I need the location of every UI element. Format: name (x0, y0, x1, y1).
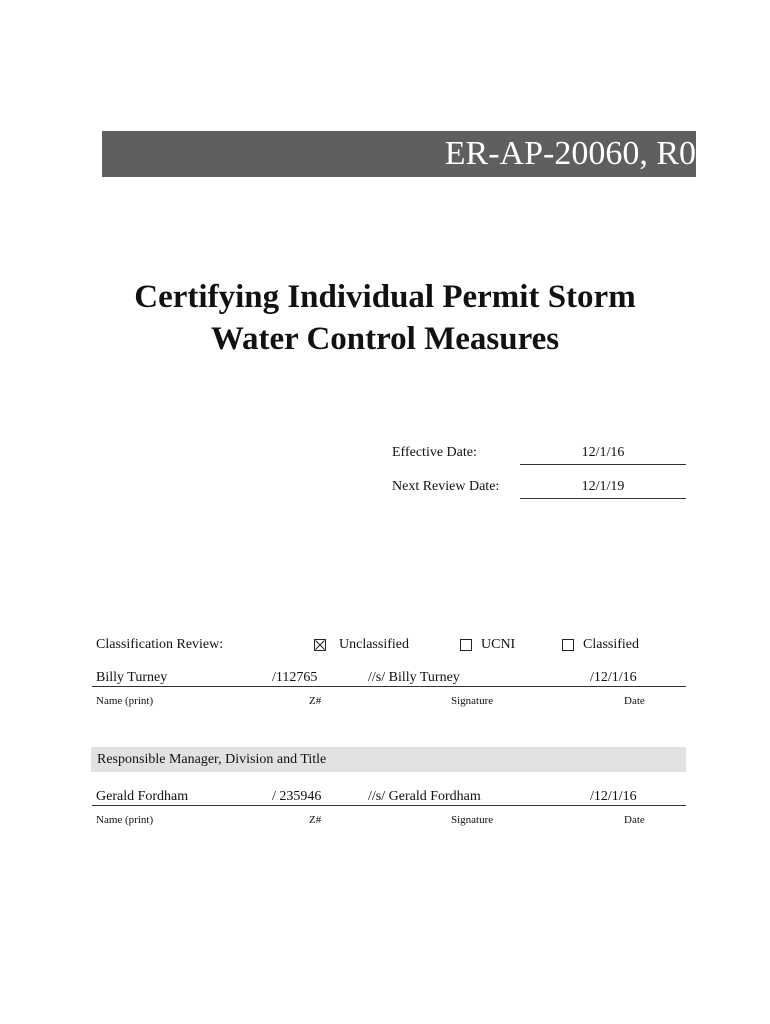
manager-date: /12/1/16 (590, 789, 637, 804)
manager-signature-line (92, 805, 686, 806)
ucni-checkbox[interactable] (460, 639, 472, 651)
classified-label: Classified (583, 637, 639, 652)
caption-date: Date (624, 695, 645, 707)
next-review-date-label: Next Review Date: (392, 479, 500, 494)
reviewer-signature-line (92, 686, 686, 687)
caption-date-2: Date (624, 814, 645, 826)
effective-date-value: 12/1/16 (520, 445, 686, 465)
caption-signature-2: Signature (451, 814, 494, 826)
caption-z-2: Z# (309, 814, 322, 826)
document-number-banner (102, 131, 696, 177)
caption-name: Name (print) (96, 695, 154, 707)
reviewer-z-number: /112765 (272, 670, 318, 685)
document-title (80, 276, 690, 360)
ucni-label: UCNI (481, 637, 516, 652)
reviewer-name: Billy Turney (96, 670, 168, 685)
document-number: ER-AP-20060, R0 (444, 135, 696, 172)
responsible-manager-heading-band (91, 747, 686, 772)
checkmark-x-icon (315, 640, 325, 650)
reviewer-date: /12/1/16 (590, 670, 637, 685)
caption-z: Z# (309, 695, 322, 707)
unclassified-checkbox[interactable] (314, 639, 326, 651)
next-review-date-value: 12/1/19 (520, 479, 686, 499)
responsible-manager-heading: Responsible Manager, Division and Title (97, 752, 327, 767)
reviewer-signature: //s/ Billy Turney (368, 670, 460, 685)
unclassified-label: Unclassified (339, 637, 409, 652)
caption-signature: Signature (451, 695, 494, 707)
manager-signature: //s/ Gerald Fordham (368, 789, 481, 804)
title-line-2: Water Control Measures (210, 321, 560, 357)
effective-date-label: Effective Date: (392, 445, 477, 460)
caption-name-2: Name (print) (96, 814, 154, 826)
manager-z-number: / 235946 (272, 789, 322, 804)
title-line-1: Certifying Individual Permit Storm (134, 279, 636, 315)
classified-checkbox[interactable] (562, 639, 574, 651)
manager-name: Gerald Fordham (96, 789, 189, 804)
classification-review-label: Classification Review: (96, 637, 224, 652)
